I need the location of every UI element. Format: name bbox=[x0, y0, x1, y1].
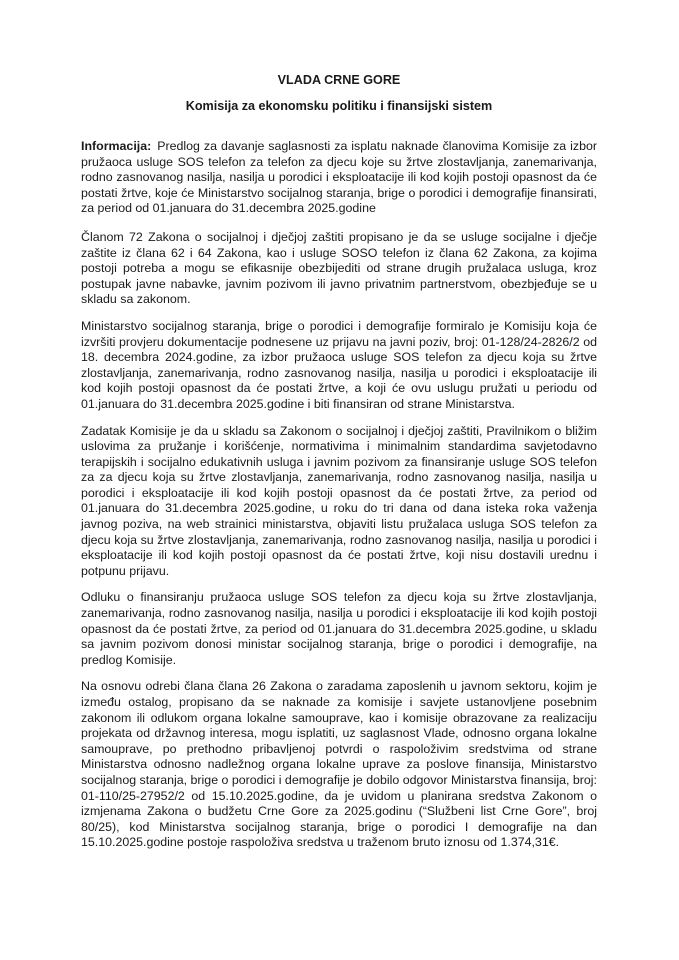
info-paragraph bbox=[81, 139, 597, 217]
document-title: VLADA CRNE GORE bbox=[277, 73, 401, 87]
paragraph-clan-26: Na osnovu odrebi člana člana 26 Zakona o zaradama zaposlenih u javnom sektoru, kojim je između ostalog, propisano da se naknade za komisije i savjete ustanovljene posebnim zakonom ili odlukom organa lokalne samouprave, kao i komisije obrazovane za realizaciju projekata od državnog interesa, mogu isplatiti, uz saglasnost Vlade, odnosno organa lokalne samouprave, po prethodno pribavljenoj potvrdi o raspoloživim sredstvima od strane Ministarstva odnosno nadležnog organa lokalne uprave za poslove finansija, Ministarstvo socijalnog staranja, brige o porodici i demografije je dobilo odgovor Ministarstva finansija, broj: 01-110/25-27952/2 od 15.10.2025.godine, da je uvidom u planirana sredstva Zakonom o izmjenama Zakona o budžetu Crne Gore za 2025.godinu (“Službeni list Crne Gore”, broj 80/25), kod Ministarstva socijalnog staranja, brige o porodici I demografije na dan 15.10.2025.godine postoje raspoloživa sredstva u traženom bruto iznosu od 1.374,31€. bbox=[81, 679, 597, 850]
info-text: Predlog za davanje saglasnosti za isplatu naknade članovima Komisije za izbor pružaoca usluge SOS telefon za telefon za djecu koje su žrtve zlostavljanja, zanemarivanja, rodno zasnovanog nasilja, nasilja u porodici i eksploatacije ili kod kojih postoji opasnost da će postati žrtve, koje će Ministarstvo socijalnog staranja, brige o porodici i demografije finansirati, za period od 01.januara do 31.decembra 2025.godine bbox=[81, 139, 597, 216]
document-page bbox=[81, 72, 597, 862]
paragraph-ministarstvo-komisija: Ministarstvo socijalnog staranja, brige o porodici i demografije formiralo je Komisiju koja će izvršiti provjeru dokumentacije podnesene uz prijavu na javni poziv, broj: 01-128/24-2826/2 od 18. decembra 2024.godine, za izbor pružaoca usluge SOS telefon za djecu koja su žrtve zlostavljanja, zanemarivanja, rodno zasnovanog nasilja, nasilja u porodici i eksploatacije ili kod kojih postoji opasnost da će postati žrtve, a koji će ovu uslugu pružati u periodu od 01.januara do 31.decembra 2025.godine i biti finansiran od strane Ministarstva. bbox=[81, 318, 597, 411]
info-label: Informacija: bbox=[81, 139, 152, 153]
paragraph-odluka-finansiranje: Odluku o finansiranju pružaoca usluge SOS telefon za djecu koja su žrtve zlostavljanja, zanemarivanja, rodno zasnovanog nasilja, nasilja u porodici i eksploatacije ili kod kojih postoji opasnost da će postati žrtve, za period od 01.januara do 31.decembra 2025.godine, u skladu sa javnim pozivom donosi ministar socijalnog staranja, brige o porodici i demografije, na predlog Komisije. bbox=[81, 590, 597, 667]
paragraph-clan-72: Članom 72 Zakona o socijalnoj i dječjoj zaštiti propisano je da se usluge socijalne i dječje zaštite iz člana 62 i 64 Zakona, kao i usluge SOSO telefon iz člana 62 Zakona, za kojima postoji potreba a mogu se efikasnije obezbijediti od strane drugih pružalaca usluga, kroz postupak javne nabavke, javnim pozivom ili javno privatnim partnerstvom, obezbjeđuje se u skladu sa zakonom. bbox=[81, 229, 597, 307]
document-subtitle: Komisija za ekonomsku politiku i finansijski sistem bbox=[185, 99, 493, 113]
paragraph-zadatak-komisije: Zadatak Komisije je da u skladu sa Zakonom o socijalnoj i dječjoj zaštiti, Pravilnikom o bližim uslovima za pružanje i korišćenje, normativima i minimalnim standardima savjetodavno terapijskih i socijalno edukativnih usluga i javnim pozivom za finansiranje usluge SOS telefon za za djecu koja su žrtve zlostavljanja, zanemarivanja, rodno zasnovanog nasilja, nasilja u porodici i eksploatacije ili kod kojih postoji opasnost da će postati žrtve, za period od 01.januara do 31.decembra 2025.godine, u roku do tri dana od dana isteka roka važenja javnog poziva, na web strainici ministarstva, objaviti listu pružalaca usluga SOS telefon za djecu koja su žrtve zlostavljanja, zanemarivanja, rodno zasnovanog nasilja, nasilja u porodici i eksploatacije ili kod kojih postoji opasnost da će postati žrtve, koji nisu dostavili urednu i potpunu prijavu. bbox=[81, 423, 597, 578]
